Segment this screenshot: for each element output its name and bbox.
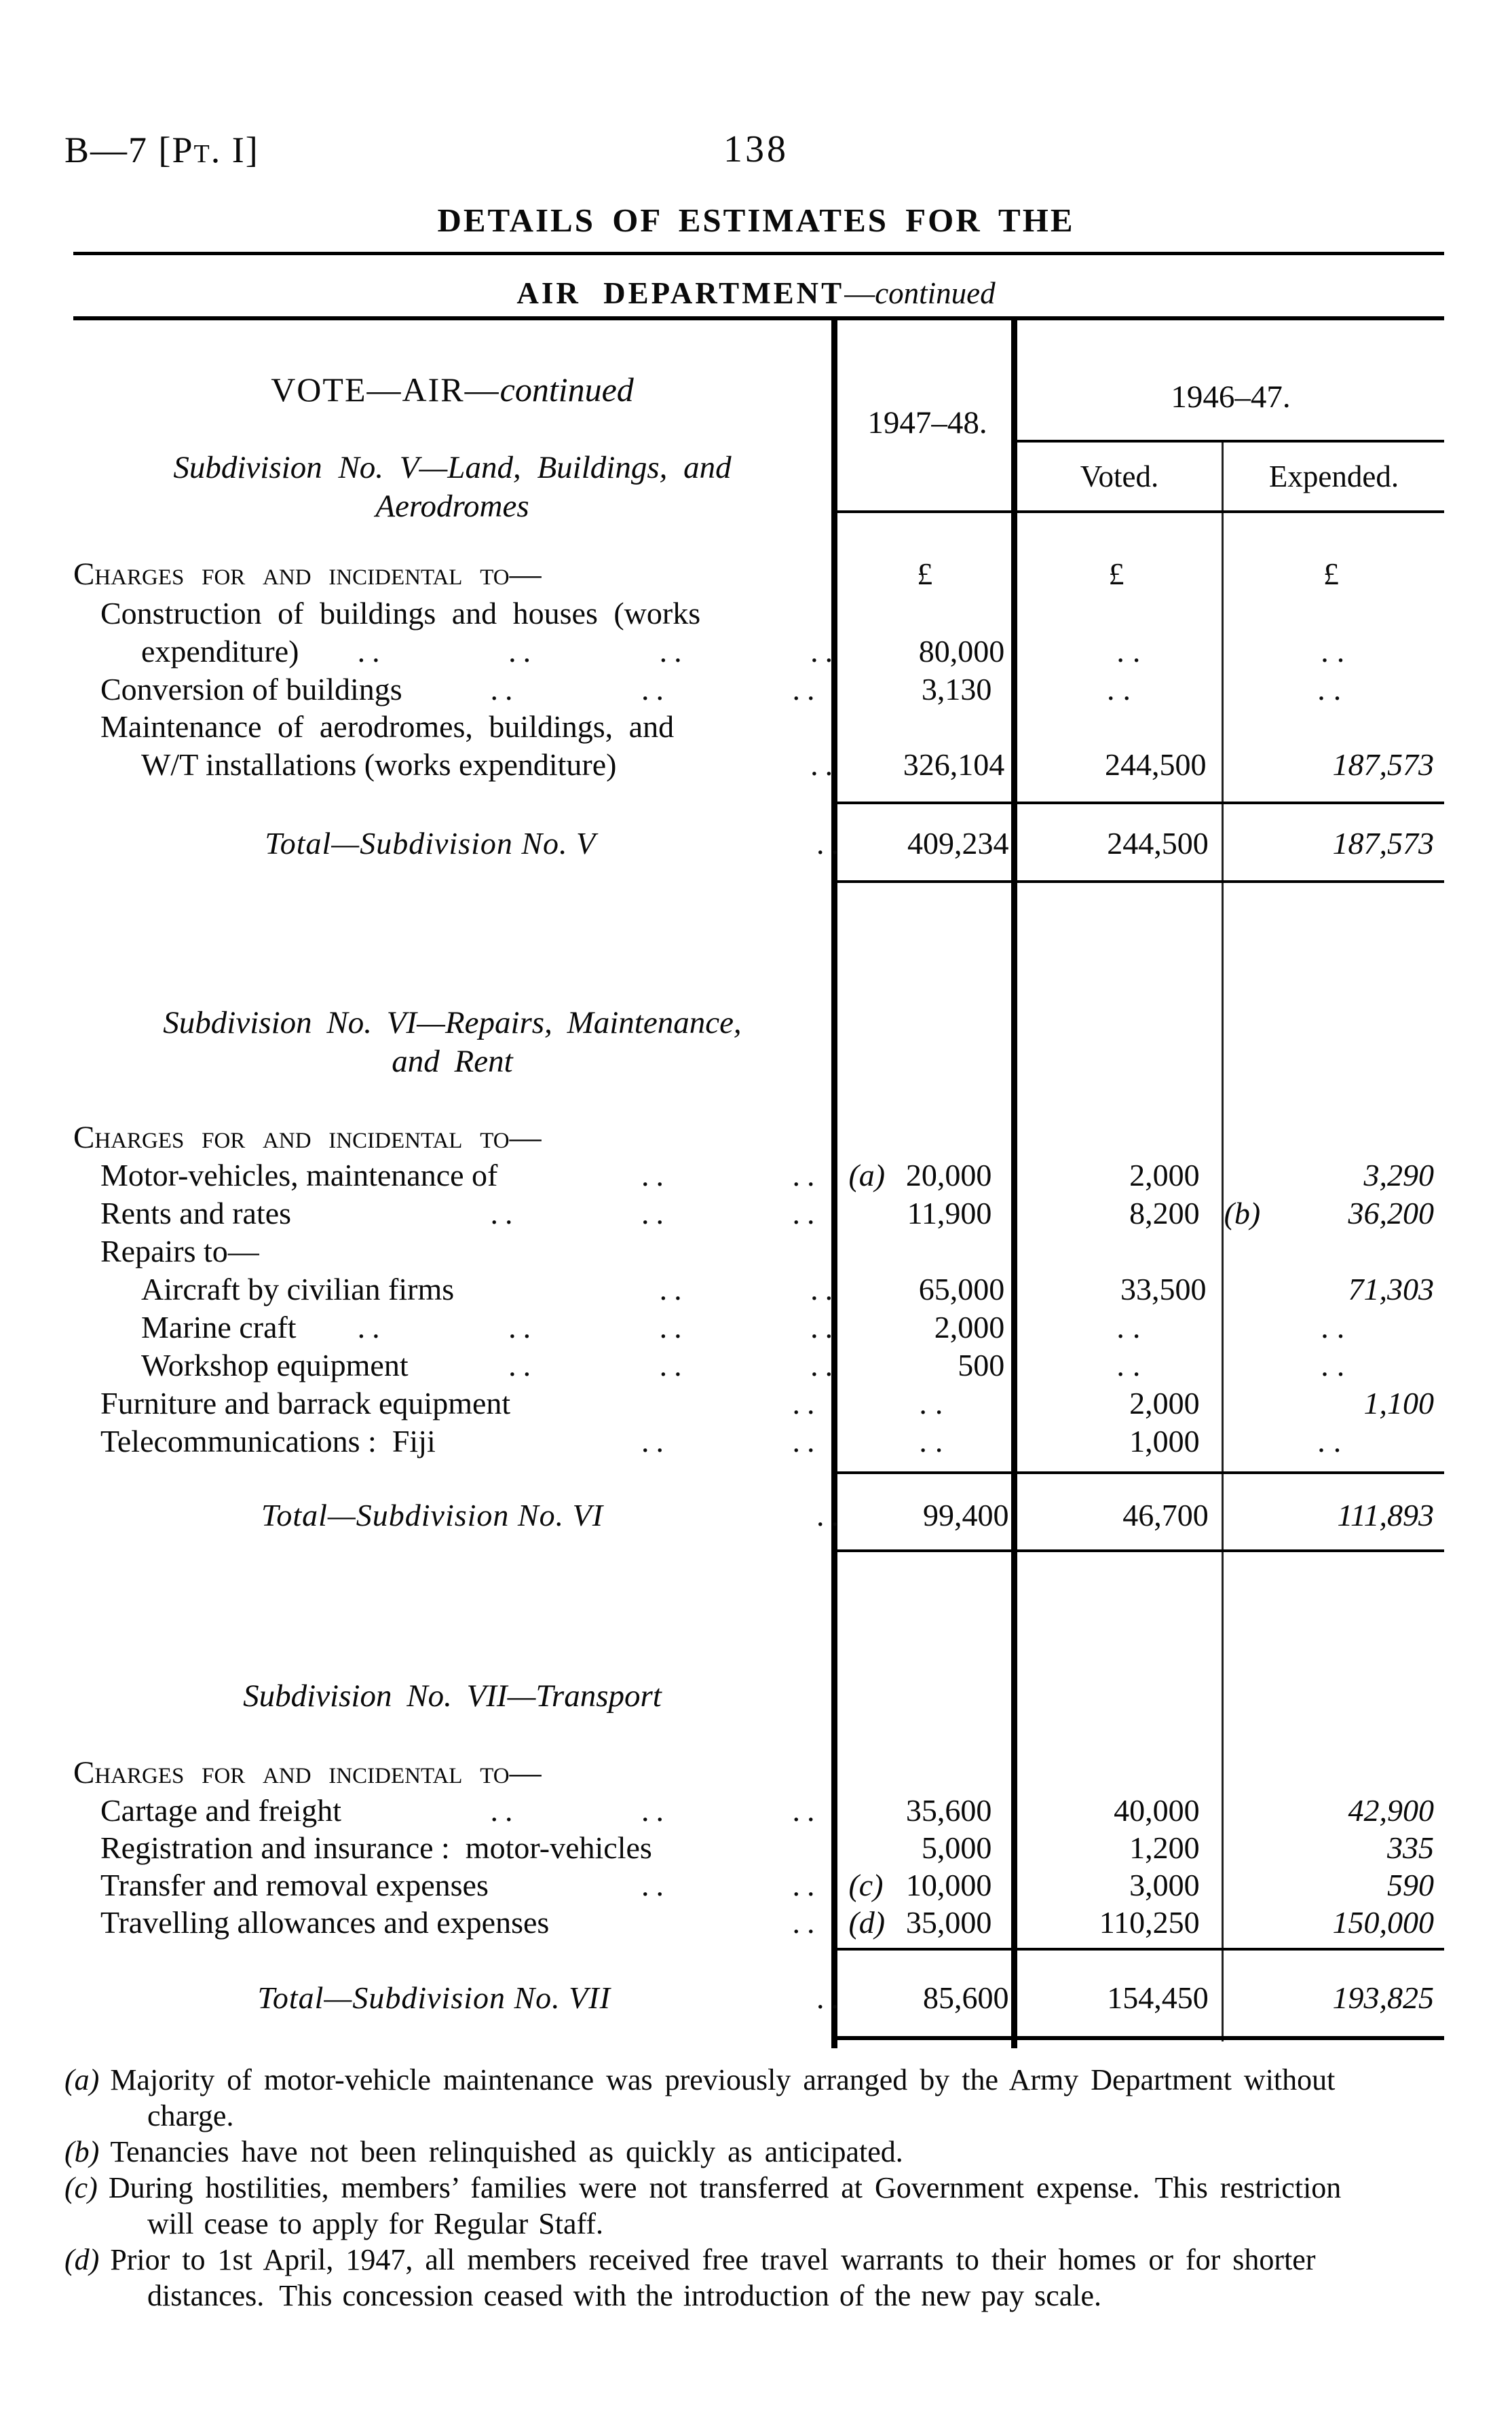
charges-heading: Charges for and incidental to— xyxy=(73,1755,542,1790)
item-label-cell xyxy=(73,1308,865,1347)
amount-expended-cell xyxy=(1223,1385,1444,1423)
table-row-total xyxy=(73,1979,1444,2017)
page-title: DETAILS OF ESTIMATES FOR THE xyxy=(437,202,1075,239)
item-label: Rents and rates xyxy=(100,1196,292,1230)
amount-voted-cell xyxy=(1023,1904,1222,1942)
total-label-cell xyxy=(73,825,871,863)
table-row xyxy=(73,1792,1444,1830)
leader-dots: .. .. .. .. xyxy=(357,1310,840,1344)
currency-symbol: £ xyxy=(1323,557,1339,591)
amount-1947-cell xyxy=(847,1829,1023,1867)
item-label-cell xyxy=(73,1270,865,1308)
horizontal-rule xyxy=(73,316,1444,320)
footnote-text-continued: charge. xyxy=(147,2099,234,2132)
amount-expended: .. xyxy=(1317,672,1350,707)
amount-voted-cell xyxy=(1036,633,1229,671)
leader-dots: .. xyxy=(816,1980,846,2015)
amount-1947-cell xyxy=(871,825,1040,863)
dash: — xyxy=(464,371,500,409)
amount-voted: 2,000 xyxy=(1129,1158,1200,1192)
item-label: Telecommunications : Fiji xyxy=(100,1424,436,1458)
column-header-1947-48: 1947–48. xyxy=(867,405,987,440)
amount-voted-cell xyxy=(1023,1385,1222,1423)
amount-voted-cell xyxy=(1040,1496,1231,1535)
table-row xyxy=(73,633,1444,671)
amount-voted: 1,000 xyxy=(1129,1424,1200,1458)
amount-voted: 110,250 xyxy=(1099,1905,1200,1940)
amount-1947-cell xyxy=(871,1979,1040,2017)
amount-expended-cell xyxy=(1223,1829,1444,1867)
footnote-tag: (a) xyxy=(64,2063,100,2096)
department-name: AIR DEPARTMENT xyxy=(516,276,845,310)
leader-dots: .. xyxy=(816,826,846,861)
item-label: Workshop equipment xyxy=(141,1348,409,1382)
amount-voted: 8,200 xyxy=(1129,1196,1200,1230)
amount-voted-cell xyxy=(1015,555,1218,593)
leader-dots: .. .. xyxy=(641,1424,822,1458)
amount-voted: 244,500 xyxy=(1107,826,1209,861)
leader-dots: .. xyxy=(792,1386,822,1420)
amount-1947: 99,400 xyxy=(922,1498,1009,1532)
amount-voted: .. xyxy=(1107,672,1139,707)
charges-heading: Charges for and incidental to— xyxy=(73,557,542,592)
table-row xyxy=(73,1118,1444,1156)
item-label: Motor-vehicles, maintenance of xyxy=(100,1158,498,1192)
item-label: Maintenance of aerodromes, buildings, and xyxy=(100,709,675,744)
leader-dots: .. .. .. xyxy=(508,1348,840,1382)
footnote-a xyxy=(64,2062,1450,2134)
leader-dots: .. .. xyxy=(641,1868,822,1902)
amount-expended: 193,825 xyxy=(1332,1980,1434,2015)
column-header-voted: Voted. xyxy=(1080,459,1159,493)
charges-heading: Charges for and incidental to— xyxy=(73,1120,542,1155)
footnote-ref-d: (d) xyxy=(848,1905,886,1940)
leader-dots: .. .. .. xyxy=(490,672,822,707)
item-label: W/T installations (works expenditure) xyxy=(141,747,617,782)
amount-expended: .. xyxy=(1321,1310,1353,1344)
currency-symbol: £ xyxy=(917,557,933,591)
amount-1947-cell xyxy=(847,1194,1023,1232)
amount-expended-cell xyxy=(1223,1194,1444,1232)
item-label: Conversion of buildings xyxy=(100,672,402,707)
table-row xyxy=(73,555,1444,593)
leader-dots: .. .. xyxy=(641,1158,822,1192)
amount-voted-cell xyxy=(1023,1194,1222,1232)
item-label: Cartage and freight xyxy=(100,1793,342,1828)
amount-1947-cell xyxy=(871,1496,1040,1535)
amount-voted: 154,450 xyxy=(1107,1980,1209,2015)
amount-voted: 40,000 xyxy=(1114,1793,1200,1828)
amount-expended: 590 xyxy=(1387,1868,1435,1902)
amount-1947: 35,600 xyxy=(905,1793,992,1828)
horizontal-rule xyxy=(73,252,1444,255)
table-row xyxy=(73,595,1444,633)
table-row xyxy=(73,1194,1444,1232)
item-label-cell xyxy=(73,1118,837,1156)
amount-expended: 335 xyxy=(1387,1830,1435,1865)
footnote-ref-b: (b) xyxy=(1224,1196,1261,1230)
footnote-text: Prior to 1st April, 1947, all members received free travel warrants to their homes or for shorter xyxy=(110,2243,1316,2276)
footnote-text: Tenancies have not been relinquished as quickly as anticipated. xyxy=(110,2135,903,2168)
amount-expended-cell xyxy=(1218,555,1444,593)
amount-voted-cell xyxy=(1023,1423,1222,1461)
amount-1947: .. xyxy=(919,1386,951,1420)
footnote-text-continued: will cease to apply for Regular Staff. xyxy=(147,2207,603,2240)
item-label: Marine craft xyxy=(141,1310,297,1344)
amount-1947-cell xyxy=(865,633,1036,671)
item-label-cell xyxy=(73,555,835,593)
item-label-cell xyxy=(73,708,865,746)
table-row xyxy=(73,1423,1444,1461)
amount-voted-cell xyxy=(1023,1792,1222,1830)
section-heading-line2: and Rent xyxy=(392,1044,513,1079)
table-row xyxy=(73,1156,1444,1194)
item-label-cell xyxy=(73,1754,837,1792)
amount-expended-cell xyxy=(1232,1979,1444,2017)
table-row-total xyxy=(73,1496,1444,1535)
amount-1947-cell xyxy=(847,671,1023,709)
amount-1947: 5,000 xyxy=(921,1830,992,1865)
leader-dots: .. .. xyxy=(659,1272,840,1306)
vote-label: VOTE—AIR xyxy=(271,371,465,409)
table-row xyxy=(73,1866,1444,1904)
total-label-cell xyxy=(73,1979,871,2017)
total-label: Total—Subdivision No. V xyxy=(265,826,597,861)
amount-1947-cell xyxy=(847,1385,1023,1423)
table-row xyxy=(73,746,1444,784)
item-label-cell xyxy=(73,1423,847,1461)
amount-voted-cell xyxy=(1023,1829,1222,1867)
amount-1947-cell xyxy=(865,1347,1036,1385)
amount-1947-cell xyxy=(865,746,1036,784)
table-row xyxy=(73,1829,1444,1867)
table-row xyxy=(73,1270,1444,1308)
item-label-cell xyxy=(73,1829,847,1867)
amount-voted: .. xyxy=(1116,1310,1149,1344)
leader-dots: .. xyxy=(810,747,840,782)
amount-voted: .. xyxy=(1116,634,1149,669)
amount-expended: 1,100 xyxy=(1363,1386,1435,1420)
amount-voted-cell xyxy=(1023,1156,1222,1194)
amount-1947: 409,234 xyxy=(907,826,1009,861)
table-row xyxy=(73,1232,1444,1270)
footnote-b xyxy=(64,2134,1450,2170)
amount-voted-cell xyxy=(1036,746,1229,784)
item-label: Construction of buildings and houses (works xyxy=(100,596,701,630)
amount-1947: 3,130 xyxy=(921,672,992,707)
table-row xyxy=(73,1347,1444,1385)
amount-1947: 326,104 xyxy=(903,747,1005,782)
item-label-cell xyxy=(73,1866,847,1904)
leader-dots: .. .. .. xyxy=(490,1196,822,1230)
leader-dots: .. xyxy=(816,1498,846,1532)
amount-voted-cell xyxy=(1036,1270,1229,1308)
vote-heading xyxy=(73,370,831,409)
footnotes xyxy=(64,2062,1450,2314)
amount-expended: 3,290 xyxy=(1363,1158,1435,1192)
amount-voted: 3,000 xyxy=(1129,1868,1200,1902)
item-label-cell xyxy=(73,1792,847,1830)
footnote-tag: (b) xyxy=(64,2135,100,2168)
amount-expended-cell xyxy=(1223,1792,1444,1830)
amount-voted: 244,500 xyxy=(1104,747,1207,782)
item-label-cell xyxy=(73,1385,847,1423)
page-number: 138 xyxy=(723,128,789,170)
amount-voted-cell xyxy=(1036,1308,1229,1347)
footnote-tag: (d) xyxy=(64,2243,100,2276)
amount-1947-cell xyxy=(847,1423,1023,1461)
amount-voted: 46,700 xyxy=(1122,1498,1209,1532)
amount-1947-cell xyxy=(847,1156,1023,1194)
table-row xyxy=(73,671,1444,709)
column-header-expended: Expended. xyxy=(1268,459,1399,493)
amount-1947: 35,000 xyxy=(905,1905,992,1940)
horizontal-rule xyxy=(837,880,1444,883)
subdivision-heading-line1: Subdivision No. V—Land, Buildings, and xyxy=(173,450,732,485)
amount-expended: .. xyxy=(1317,1424,1350,1458)
amount-expended: 111,893 xyxy=(1337,1498,1434,1532)
footnote-c xyxy=(64,2170,1450,2242)
item-label: Furniture and barrack equipment xyxy=(100,1386,511,1420)
amount-expended: 150,000 xyxy=(1332,1905,1435,1940)
amount-expended-cell xyxy=(1229,633,1444,671)
amount-expended: .. xyxy=(1321,634,1353,669)
amount-expended-cell xyxy=(1232,1496,1444,1535)
amount-expended-cell xyxy=(1223,1423,1444,1461)
footnote-text-continued: distances. This concession ceased with the introduction of the new pay scale. xyxy=(147,2279,1102,2312)
item-label: Aircraft by civilian firms xyxy=(141,1272,455,1306)
amount-expended-cell xyxy=(1229,1347,1444,1385)
amount-1947: .. xyxy=(919,1424,951,1458)
horizontal-rule xyxy=(837,2036,1444,2040)
horizontal-rule xyxy=(837,1948,1444,1951)
total-label: Total—Subdivision No. VI xyxy=(261,1498,604,1532)
amount-expended-cell xyxy=(1229,1270,1444,1308)
amount-1947-cell xyxy=(865,1308,1036,1347)
horizontal-rule xyxy=(1017,440,1444,443)
amount-voted-cell xyxy=(1023,671,1222,709)
continued-label: continued xyxy=(499,371,634,409)
amount-1947: 65,000 xyxy=(918,1272,1005,1306)
column-header-1946-47: 1946–47. xyxy=(1171,379,1291,415)
amount-expended-cell xyxy=(1229,1308,1444,1347)
item-label-cell xyxy=(73,671,847,709)
amount-1947: 85,600 xyxy=(922,1980,1009,2015)
amount-1947-cell xyxy=(847,1866,1023,1904)
item-label-cell xyxy=(73,1347,865,1385)
section-heading-line1: Subdivision No. VII—Transport xyxy=(243,1678,662,1714)
table-row xyxy=(73,1904,1444,1942)
total-label-cell xyxy=(73,1496,871,1535)
amount-voted: 33,500 xyxy=(1120,1272,1207,1306)
amount-expended-cell xyxy=(1229,746,1444,784)
amount-expended: 187,573 xyxy=(1332,826,1434,861)
amount-1947: 20,000 xyxy=(905,1158,992,1192)
footnote-tag: (c) xyxy=(64,2171,98,2204)
horizontal-rule xyxy=(837,1549,1444,1552)
item-label-cell xyxy=(73,1232,865,1270)
item-label-cell xyxy=(73,595,865,633)
amount-voted-cell xyxy=(1036,1347,1229,1385)
amount-voted-cell xyxy=(1040,825,1231,863)
footnote-ref-c: (c) xyxy=(848,1868,884,1902)
amount-1947: 11,900 xyxy=(907,1196,992,1230)
table-row xyxy=(73,708,1444,746)
item-label-cell xyxy=(73,1156,847,1194)
dash: — xyxy=(844,276,875,310)
currency-symbol: £ xyxy=(1108,557,1124,591)
continued-label: continued xyxy=(875,276,996,310)
item-label: Transfer and removal expenses xyxy=(100,1868,489,1902)
amount-1947-cell xyxy=(847,1904,1023,1942)
amount-expended: .. xyxy=(1321,1348,1353,1382)
section-heading-line1: Subdivision No. VI—Repairs, Maintenance, xyxy=(163,1005,742,1040)
amount-expended-cell xyxy=(1232,825,1444,863)
table-row xyxy=(73,1308,1444,1347)
item-label: Registration and insurance : motor-vehicles xyxy=(100,1830,652,1865)
table-row xyxy=(73,1385,1444,1423)
horizontal-rule xyxy=(837,802,1444,804)
amount-voted: 1,200 xyxy=(1129,1830,1200,1865)
item-label-cell xyxy=(73,1194,847,1232)
amount-1947-cell xyxy=(865,1270,1036,1308)
amount-1947: 2,000 xyxy=(934,1310,1005,1344)
department-subtitle xyxy=(0,276,1512,311)
amount-expended: 36,200 xyxy=(1348,1196,1435,1230)
leader-dots: .. .. .. xyxy=(490,1793,822,1828)
item-label-cell xyxy=(73,633,865,671)
footnote-d xyxy=(64,2242,1450,2314)
total-label: Total—Subdivision No. VII xyxy=(257,1980,611,2015)
horizontal-rule xyxy=(837,510,1444,513)
amount-voted-cell xyxy=(1023,1866,1222,1904)
amount-expended-cell xyxy=(1223,1904,1444,1942)
amount-1947-cell xyxy=(847,1792,1023,1830)
amount-voted: 2,000 xyxy=(1129,1386,1200,1420)
amount-expended-cell xyxy=(1223,1156,1444,1194)
footnote-text: During hostilities, members’ families were not transferred at Government expense. This restriction xyxy=(108,2171,1342,2204)
amount-expended-cell xyxy=(1223,671,1444,709)
leader-dots: .. .. .. .. xyxy=(357,634,840,669)
footnote-text: Majority of motor-vehicle maintenance was previously arranged by the Army Department without xyxy=(110,2063,1336,2096)
amount-expended: 71,303 xyxy=(1348,1272,1435,1306)
table-row xyxy=(73,1754,1444,1792)
item-label-cell xyxy=(73,746,865,784)
amount-expended-cell xyxy=(1223,1866,1444,1904)
table-row-total xyxy=(73,825,1444,863)
amount-expended: 187,573 xyxy=(1332,747,1435,782)
amount-voted-cell xyxy=(1040,1979,1231,2017)
amount-1947: 500 xyxy=(958,1348,1005,1382)
item-label-cell xyxy=(73,1904,847,1942)
footnote-ref-a: (a) xyxy=(848,1158,886,1192)
amount-1947-cell xyxy=(835,555,1015,593)
doc-reference: B—7 [Pt. I] xyxy=(64,130,259,170)
amount-expended: 42,900 xyxy=(1348,1793,1435,1828)
horizontal-rule xyxy=(837,1471,1444,1474)
amount-1947: 80,000 xyxy=(918,634,1005,669)
amount-voted: .. xyxy=(1116,1348,1149,1382)
subdivision-heading-line2: Aerodromes xyxy=(375,489,529,524)
item-label: expenditure) xyxy=(141,634,299,669)
amount-1947: 10,000 xyxy=(905,1868,992,1902)
group-label: Repairs to— xyxy=(100,1234,259,1268)
leader-dots: .. xyxy=(792,1905,822,1940)
item-label: Travelling allowances and expenses xyxy=(100,1905,550,1940)
